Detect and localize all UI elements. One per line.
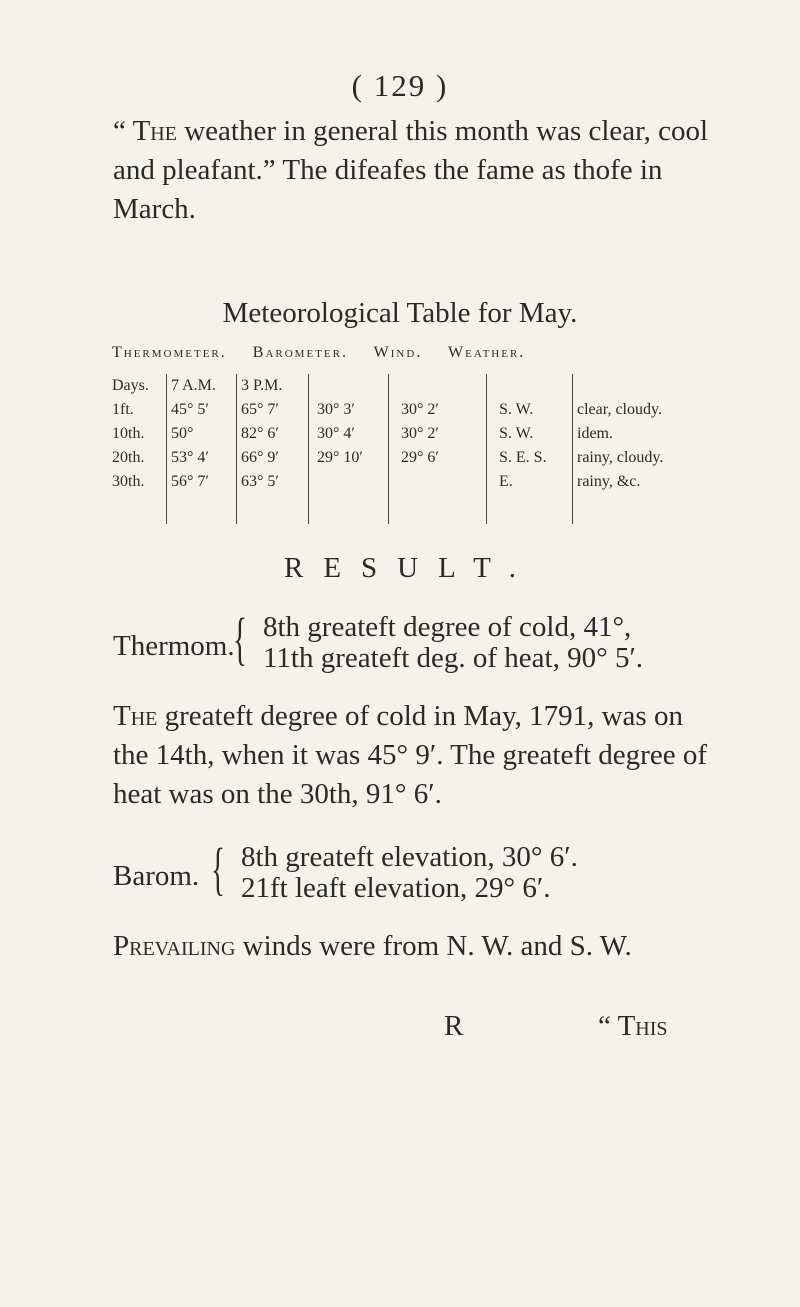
days-header: Days.: [112, 377, 149, 394]
table-cell: S. W.: [499, 425, 534, 442]
table-cell: 1ft.: [112, 401, 134, 418]
page-number: ( 129 ): [351, 68, 449, 103]
table-cell: 30th.: [112, 473, 145, 490]
intro-paragraph: [113, 112, 713, 229]
cold-lead: The: [113, 700, 158, 732]
col-am: [166, 374, 237, 524]
table-cell: 29° 10′: [317, 449, 363, 466]
winds-text: winds were from N. W. and S. W.: [235, 930, 632, 962]
table-cell: 63° 5′: [241, 473, 279, 490]
table-cell: 65° 7′: [241, 401, 279, 418]
signature-mark: R: [444, 1010, 464, 1042]
pm-header: 3 P.M.: [241, 377, 283, 394]
table-header: [112, 344, 525, 362]
header-wind: Wind.: [373, 344, 423, 361]
table-cell: 30° 4′: [317, 425, 355, 442]
cold-paragraph: [113, 697, 713, 814]
winds-paragraph: [113, 927, 713, 966]
barom-label: Barom.: [113, 860, 200, 892]
intro-lead: “ The: [113, 115, 177, 147]
table-cell: 30° 2′: [401, 401, 439, 418]
thermom-line-2: 11th greateft deg. of heat, 90° 5′.: [263, 642, 644, 674]
col-days: [112, 374, 174, 524]
table-cell: 53° 4′: [171, 449, 209, 466]
am-header: 7 A.M.: [171, 377, 216, 394]
thermom-lines: [263, 612, 643, 674]
header-thermometer: Thermometer.: [112, 344, 227, 361]
table-cell: 56° 7′: [171, 473, 209, 490]
header-weather: Weather.: [448, 344, 526, 361]
table-cell: E.: [499, 473, 513, 490]
table-title: Meteorological Table for May.: [222, 297, 578, 329]
table-cell: 82° 6′: [241, 425, 279, 442]
table-cell: 29° 6′: [401, 449, 439, 466]
cold-text: greateft degree of cold in May, 1791, was on the 14th, when it was 45° 9′. The greateft degree of heat was on the 30th, 91° 6′.: [113, 700, 707, 810]
header-barometer: Barometer.: [252, 344, 348, 361]
table-cell: S. W.: [499, 401, 534, 418]
table-cell: [401, 470, 471, 494]
table-cell: idem.: [577, 425, 613, 442]
col-wind: [486, 374, 569, 524]
table-cell: clear, cloudy.: [577, 401, 662, 418]
table-cell: rainy, &c.: [577, 473, 641, 490]
table-cell: S. E. S.: [499, 449, 547, 466]
table-cell: 30° 3′: [317, 401, 355, 418]
winds-lead: Prevailing: [113, 930, 236, 962]
col-barometer-1: [308, 374, 393, 524]
brace-icon: {: [233, 606, 247, 671]
col-pm: [236, 374, 309, 524]
thermom-label: Thermom.: [113, 630, 235, 662]
barom-lines: [241, 842, 578, 904]
brace-icon: {: [211, 836, 225, 901]
intro-text: weather in general this month was clear, cool and pleafant.” The difeafes the fame as thofe in March.: [113, 115, 709, 225]
thermom-line-1: 8th greateft degree of cold, 41°,: [263, 611, 632, 643]
table-cell: 45° 5′: [171, 401, 209, 418]
barom-line-2: 21ft leaft elevation, 29° 6′.: [241, 872, 551, 904]
table-cell: 30° 2′: [401, 425, 439, 442]
table-cell: 10th.: [112, 425, 145, 442]
barom-line-1: 8th greateft elevation, 30° 6′.: [241, 841, 578, 873]
table-cell: 20th.: [112, 449, 145, 466]
result-heading: RESULT.: [284, 552, 536, 584]
col-weather: [572, 374, 707, 524]
col-barometer-2: [388, 374, 471, 524]
table-cell: rainy, cloudy.: [577, 449, 664, 466]
table-cell: 50°: [171, 425, 194, 442]
table-cell: [317, 470, 393, 494]
table-cell: 66° 9′: [241, 449, 279, 466]
catchword: “ This: [598, 1010, 668, 1042]
